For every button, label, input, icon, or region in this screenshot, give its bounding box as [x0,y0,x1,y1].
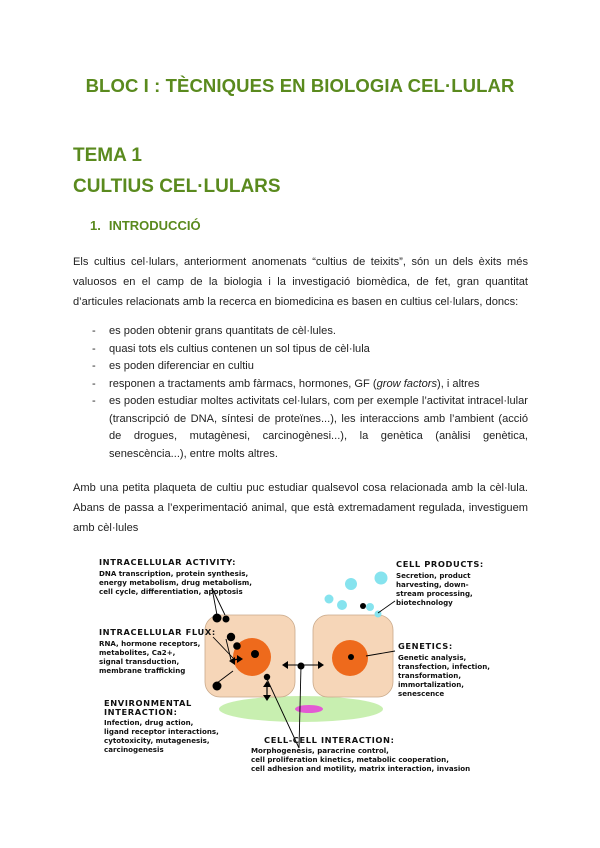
svg-text:biotechnology: biotechnology [396,598,453,607]
svg-text:metabolites, Ca2+,: metabolites, Ca2+, [99,648,176,657]
bloc-title: BLOC I : TÈCNIQUES EN BIOLOGIA CEL·LULAR [85,75,515,96]
advantages-list [92,323,528,463]
closing-paragraph: Amb una petita plaqueta de cultiu puc estudiar qualsevol cosa relacionada amb la cèl·lula. Abans de passa a l’experimentació animal, que està extremadament regulada, investiguem amb cèl·lules [73,482,528,534]
section-heading [90,218,201,233]
svg-text:signal transduction,: signal transduction, [99,657,180,666]
cell-products-circles [325,572,388,618]
svg-text:INTRACELLULAR FLUX:: INTRACELLULAR FLUX: [99,627,216,637]
svg-text:Genetic analysis,: Genetic analysis, [398,653,467,662]
nucleolus-right [348,654,354,660]
cell-culture-figure [95,553,495,778]
list-item: - es poden estudiar moltes activitats cel·lulars, com per exemple l’activitat intracel·lular (transcripció de DNA, síntesi de proteïnes...), les interaccions amb l’ambient (acció de drogues, mutagènesi, carcinogènesi...), la genètica (anàlisi genètica, senescència...), entre molts altres. [92,393,528,463]
section-number: 1. [90,218,101,233]
list-item [92,376,528,394]
svg-text:Morphogenesis, paracrine contr: Morphogenesis, paracrine control, [251,746,389,755]
intro-paragraph: Els cultius cel·lulars, anteriorment anomenats “cultius de teixits”, són un dels èxits més valuosos en el camp de la biologia i la investigació biomèdica, de fet, gran quantitat d’articules relacionats amb la recerca en biomedicina es basen en cultius cel·lulars, doncs: [73,256,528,308]
svg-text:harvesting, down-: harvesting, down- [396,580,469,589]
label-cell-cell-interaction [251,735,470,773]
svg-text:cytotoxicity, mutagenesis,: cytotoxicity, mutagenesis, [104,736,210,745]
svg-text:CELL PRODUCTS:: CELL PRODUCTS: [396,559,484,569]
svg-text:carcinogenesis: carcinogenesis [104,745,164,754]
list-item-italic: grow factors [376,377,438,390]
svg-text:senescence: senescence [398,689,445,698]
list-item: - quasi tots els cultius contenen un sol tipus de cèl·lula [92,341,528,359]
list-item: - es poden diferenciar en cultiu [92,358,528,376]
svg-text:CELL-CELL INTERACTION:: CELL-CELL INTERACTION: [264,735,395,745]
svg-text:cell cycle, differentiation, a: cell cycle, differentiation, apoptosis [99,587,243,596]
svg-text:RNA, hormone receptors,: RNA, hormone receptors, [99,639,201,648]
list-item-text: ), i altres [437,377,480,390]
nucleolus-left [251,650,259,658]
svg-text:membrane trafficking: membrane trafficking [99,666,186,675]
svg-text:ENVIRONMENTAL: ENVIRONMENTAL [104,698,192,708]
svg-text:ligand receptor interactions,: ligand receptor interactions, [104,727,219,736]
svg-text:transfection, infection,: transfection, infection, [398,662,490,671]
list-item-text: responen a tractaments amb fàrmacs, hormones, GF ( [109,377,377,390]
section-title: INTRODUCCIÓ [108,218,201,233]
label-genetics [398,641,490,698]
svg-text:INTRACELLULAR ACTIVITY:: INTRACELLULAR ACTIVITY: [99,557,237,567]
svg-text:INTERACTION:: INTERACTION: [104,707,178,717]
label-environmental-interaction [104,698,219,754]
svg-text:DNA transcription, protein syn: DNA transcription, protein synthesis, [99,569,249,578]
svg-text:Secretion, product: Secretion, product [396,571,471,580]
tema-number: TEMA 1 [73,145,142,166]
tema-title: CULTIUS CEL·LULARS [73,176,281,197]
matrix-spot [295,705,323,713]
tema-heading [73,140,281,202]
svg-text:immortalization,: immortalization, [398,680,464,689]
label-intracellular-flux [99,627,216,675]
svg-text:GENETICS:: GENETICS: [398,641,453,651]
svg-text:cell adhesion and motility, ma: cell adhesion and motility, matrix interaction, invasion [251,764,471,773]
label-cell-products [396,559,484,607]
svg-text:energy metabolism, drug metabo: energy metabolism, drug metabolism, [99,578,252,587]
list-item: - es poden obtenir grans quantitats de cèl·lules. [92,323,528,341]
svg-text:cell proliferation kinetics, m: cell proliferation kinetics, metabolic cooperation, [251,755,449,764]
svg-text:Infection, drug action,: Infection, drug action, [104,718,194,727]
svg-text:stream processing,: stream processing, [396,589,473,598]
svg-text:transformation,: transformation, [398,671,462,680]
label-intracellular-activity [99,557,252,596]
